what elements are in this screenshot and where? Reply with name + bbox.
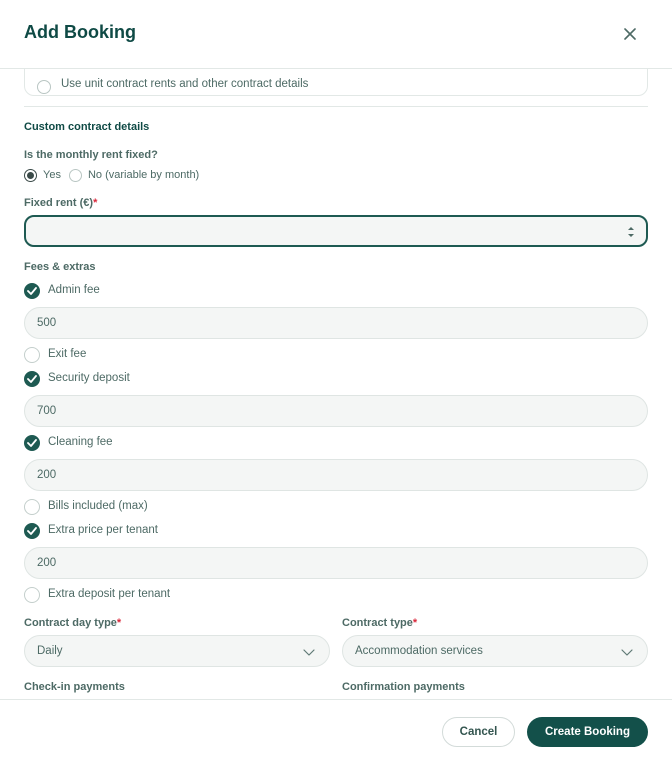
create-booking-button[interactable]: Create Booking xyxy=(527,717,648,747)
unit-contract-option-label: Use unit contract rents and other contract details xyxy=(61,78,309,90)
extra-price-per-tenant-label: Extra price per tenant xyxy=(48,524,158,536)
bills-included-checkbox[interactable] xyxy=(24,499,40,515)
fees-section-title: Fees & extras xyxy=(24,261,96,273)
contract-day-type-label-text: Contract day type xyxy=(24,617,117,629)
cleaning-fee-input[interactable] xyxy=(24,459,648,491)
contract-day-type-select[interactable] xyxy=(24,635,330,667)
security-deposit-value: 700 xyxy=(37,405,57,417)
admin-fee-value: 500 xyxy=(37,317,57,329)
modal-body xyxy=(0,69,672,699)
confirmation-payments-label: Confirmation payments xyxy=(342,681,465,693)
cleaning-fee-checkbox[interactable] xyxy=(24,435,40,451)
required-asterisk: * xyxy=(116,617,122,629)
extra-price-per-tenant-value: 200 xyxy=(37,557,57,569)
cleaning-fee-value: 200 xyxy=(37,469,57,481)
extra-price-per-tenant-input[interactable] xyxy=(24,547,648,579)
rent-fixed-yes-radio[interactable] xyxy=(24,169,37,182)
checkmark-icon xyxy=(27,375,37,383)
number-spinner-icon[interactable] xyxy=(626,224,636,240)
contract-day-type-value: Daily xyxy=(37,645,63,657)
custom-contract-section-title: Custom contract details xyxy=(24,121,150,133)
contract-type-select[interactable] xyxy=(342,635,648,667)
fixed-rent-input[interactable] xyxy=(24,215,648,247)
bills-included-label: Bills included (max) xyxy=(48,500,148,512)
close-icon xyxy=(618,22,642,46)
modal-footer xyxy=(0,699,672,762)
checkin-payments-label: Check-in payments xyxy=(24,681,125,693)
exit-fee-label: Exit fee xyxy=(48,348,87,360)
contract-type-label xyxy=(342,617,417,629)
admin-fee-checkbox[interactable] xyxy=(24,283,40,299)
rent-fixed-no-label: No (variable by month) xyxy=(87,169,200,181)
fixed-rent-label xyxy=(24,197,97,209)
security-deposit-checkbox[interactable] xyxy=(24,371,40,387)
security-deposit-label: Security deposit xyxy=(48,372,130,384)
security-deposit-input[interactable] xyxy=(24,395,648,427)
checkmark-icon xyxy=(27,439,37,447)
contract-day-type-label xyxy=(24,617,121,629)
rent-fixed-radio-group xyxy=(24,168,207,182)
contract-type-value: Accommodation services xyxy=(355,645,483,657)
contract-type-label-text: Contract type xyxy=(342,617,413,629)
modal-title: Add Booking xyxy=(24,22,136,42)
rent-fixed-question: Is the monthly rent fixed? xyxy=(24,149,158,161)
rent-fixed-no-option[interactable] xyxy=(69,169,199,182)
rent-fixed-yes-label: Yes xyxy=(43,169,61,181)
chevron-down-icon xyxy=(621,646,633,658)
checkmark-icon xyxy=(27,527,37,535)
rent-fixed-no-radio[interactable] xyxy=(69,169,82,182)
cancel-button[interactable]: Cancel xyxy=(442,717,515,747)
unit-contract-option[interactable] xyxy=(24,69,648,96)
admin-fee-label: Admin fee xyxy=(48,284,100,296)
extra-deposit-per-tenant-checkbox[interactable] xyxy=(24,587,40,603)
extra-deposit-per-tenant-label: Extra deposit per tenant xyxy=(48,588,171,600)
chevron-down-icon xyxy=(303,646,315,658)
cleaning-fee-label: Cleaning fee xyxy=(48,436,113,448)
close-button[interactable] xyxy=(618,22,642,46)
divider xyxy=(24,106,648,107)
fixed-rent-label-text: Fixed rent (€) xyxy=(24,197,94,209)
exit-fee-checkbox[interactable] xyxy=(24,347,40,363)
extra-price-per-tenant-checkbox[interactable] xyxy=(24,523,40,539)
unit-contract-radio[interactable] xyxy=(37,80,51,94)
modal-header xyxy=(0,0,672,69)
required-asterisk: * xyxy=(412,617,418,629)
admin-fee-input[interactable] xyxy=(24,307,648,339)
rent-fixed-yes-option[interactable] xyxy=(24,169,61,182)
checkmark-icon xyxy=(27,287,37,295)
required-asterisk: * xyxy=(93,197,98,209)
